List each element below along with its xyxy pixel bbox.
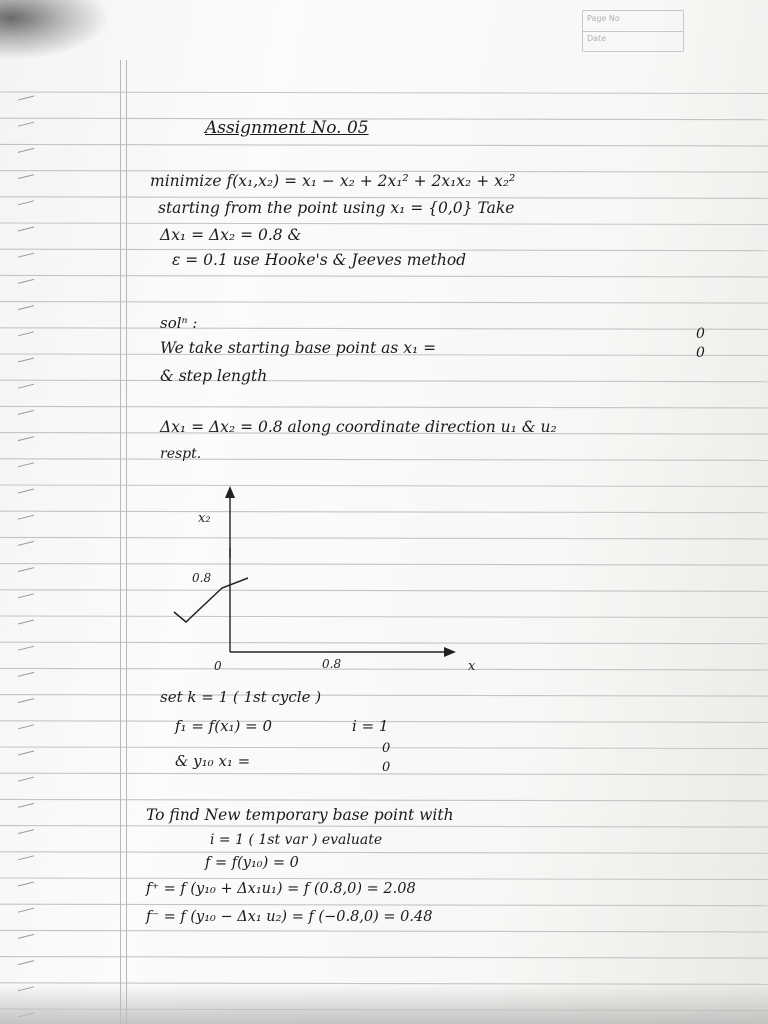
- ruled-line: [0, 92, 768, 94]
- date-label: Date: [587, 34, 607, 43]
- step-line-1: set k = 1 ( 1st cycle ): [160, 688, 322, 706]
- binding-tick: [18, 253, 34, 257]
- page-shadow: [0, 0, 110, 60]
- step-line-5: i = 1 ( 1st var ) evaluate: [210, 832, 383, 848]
- ruled-line: [0, 878, 768, 880]
- ruled-line: [0, 826, 768, 828]
- page-no-label: Page No: [587, 14, 620, 23]
- ruled-line: [0, 223, 768, 225]
- graph-x-tick: 0.8: [322, 657, 342, 671]
- graph-origin: 0: [214, 659, 222, 673]
- graph-y-label: x₂: [198, 511, 211, 526]
- problem-line-3: Δx₁ = Δx₂ = 0.8 &: [160, 226, 302, 244]
- binding-tick: [18, 279, 34, 283]
- binding-tick: [18, 803, 34, 807]
- graph-x-label: x: [468, 659, 476, 674]
- step-line-3: & y₁₀ x₁ =: [175, 752, 251, 770]
- ruled-line: [0, 144, 768, 146]
- problem-line-2: starting from the point using x₁ = {0,0} Take: [158, 199, 515, 217]
- step-line-6: f = f(y₁₀) = 0: [205, 855, 299, 871]
- ruled-line: [0, 406, 768, 408]
- binding-tick: [18, 541, 34, 545]
- step-line-4: To find New temporary base point with: [146, 806, 454, 824]
- binding-tick: [18, 437, 34, 441]
- page-title: Assignment No. 05: [205, 118, 369, 138]
- binding-tick: [18, 751, 34, 755]
- binding-tick: [18, 568, 34, 572]
- binding-tick: [18, 594, 34, 598]
- ruled-line: [0, 695, 768, 697]
- step-line-8: f⁻ = f (y₁₀ − Δx₁ u₂) = f (−0.8,0) = 0.48: [146, 909, 433, 925]
- ruled-line: [0, 275, 768, 277]
- ruled-line: [0, 904, 768, 906]
- binding-tick: [18, 699, 34, 703]
- binding-tick: [18, 934, 34, 938]
- step-vector-top: 0: [382, 741, 391, 756]
- ruled-line: [0, 799, 768, 801]
- ruled-line: [0, 930, 768, 932]
- step-vector-bottom: 0: [382, 760, 391, 775]
- margin-line: [120, 60, 121, 1024]
- binding-tick: [18, 620, 34, 624]
- graph-y-tick: 0.8: [192, 571, 212, 585]
- binding-tick: [18, 227, 34, 231]
- step-line-2b: i = 1: [352, 717, 389, 735]
- ruled-line: [0, 118, 768, 120]
- y-axis-arrow: [225, 486, 235, 498]
- solution-line-3: Δx₁ = Δx₂ = 0.8 along coordinate direction u₁ & u₂: [160, 418, 557, 436]
- margin-line: [126, 60, 127, 1024]
- binding-tick: [18, 122, 34, 126]
- binding-tick: [18, 410, 34, 414]
- vector-bottom: 0: [696, 345, 705, 361]
- solution-line-4: respt.: [160, 446, 202, 462]
- binding-tick: [18, 777, 34, 781]
- binding-tick: [18, 306, 34, 310]
- binding-tick: [18, 489, 34, 493]
- ruled-line: [0, 957, 768, 959]
- binding-tick: [18, 725, 34, 729]
- ruled-line: [0, 380, 768, 382]
- binding-tick: [18, 856, 34, 860]
- binding-tick: [18, 358, 34, 362]
- binding-tick: [18, 463, 34, 467]
- solution-heading: solⁿ :: [160, 314, 198, 332]
- problem-line-1: minimize f(x₁,x₂) = x₁ − x₂ + 2x₁² + 2x₁x₂ + x₂²: [150, 172, 516, 190]
- problem-line-4: ε = 0.1 use Hooke's & Jeeves method: [172, 251, 467, 269]
- step-line-7: f⁺ = f (y₁₀ + Δx₁u₁) = f (0.8,0) = 2.08: [146, 881, 416, 897]
- vector-top: 0: [696, 326, 705, 342]
- binding-tick: [18, 332, 34, 336]
- solution-line-2: & step length: [160, 367, 268, 385]
- binding-tick: [18, 908, 34, 912]
- page-number-box: [582, 10, 684, 52]
- binding-tick: [18, 384, 34, 388]
- binding-tick: [18, 830, 34, 834]
- ruled-line: [0, 328, 768, 330]
- step-line-2a: f₁ = f(x₁) = 0: [175, 717, 273, 735]
- binding-tick: [18, 646, 34, 650]
- page-shadow: [0, 984, 768, 1024]
- binding-tick: [18, 515, 34, 519]
- binding-tick: [18, 148, 34, 152]
- axis-sketch: [160, 480, 480, 680]
- binding-tick: [18, 961, 34, 965]
- solution-line-1: We take starting base point as x₁ =: [160, 339, 437, 357]
- binding-tick: [18, 882, 34, 886]
- binding-tick: [18, 96, 34, 100]
- ruled-line: [0, 459, 768, 461]
- binding-tick: [18, 201, 34, 205]
- x-axis-arrow: [444, 647, 456, 657]
- ruled-line: [0, 302, 768, 304]
- binding-tick: [18, 672, 34, 676]
- ruled-line: [0, 852, 768, 854]
- binding-tick: [18, 175, 34, 179]
